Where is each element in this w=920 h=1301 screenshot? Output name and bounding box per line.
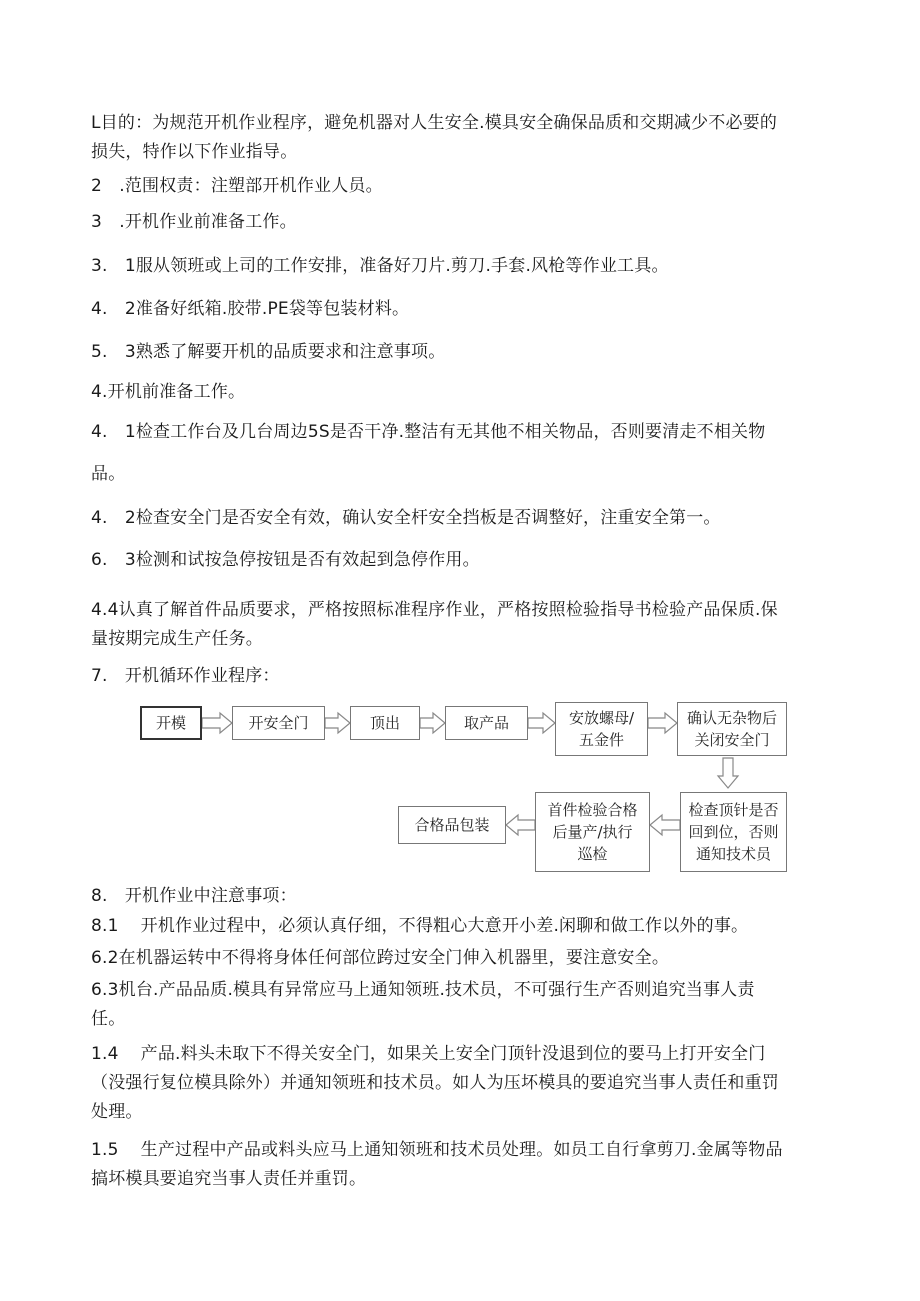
- arrow-5-to-6: [648, 713, 677, 733]
- step-check-ejector: 检查顶针是否 回到位，否则 通知技术员: [680, 792, 787, 872]
- attention-item-1: [91, 912, 836, 941]
- attention-item-1-number: 8.1: [91, 916, 119, 936]
- attention-heading: 8. 开机作业中注意事项：: [91, 886, 297, 906]
- pre-start-item-2: 4. 2检查安全门是否安全有效，确认安全杆安全挡板是否调整好，注重安全第一。: [91, 508, 721, 528]
- pre-start-item-4-line-2: 量按期完成生产任务。: [91, 629, 263, 649]
- prep-item-1: 3. 1服从领班或上司的工作安排，准备好刀片.剪刀.手套.风枪等作业工具。: [91, 256, 669, 276]
- cycle-heading: 7. 开机循环作业程序：: [91, 666, 280, 686]
- attention-item-4-line-2: （没强行复位模具除外）并通知领班和技术员。如人为压坏模具的要追究当事人责任和重罚: [91, 1073, 779, 1093]
- pre-start-item-4: [91, 596, 836, 654]
- attention-item-2: 6.2在机器运转中不得将身体任何部位跨过安全门伸入机器里，要注意安全。: [91, 948, 670, 968]
- pre-start-item-4-line-1: 4.4认真了解首件品质要求，严格按照标准程序作业，严格按照检验指导书检验产品保质.保: [91, 600, 778, 620]
- pre-start-item-1-line-2: 品。: [91, 464, 126, 484]
- purpose-paragraph: [91, 109, 836, 167]
- step-eject: 顶出: [350, 706, 420, 740]
- step-confirm-close-door: 确认无杂物后 关闭安全门: [677, 702, 787, 756]
- step-place-nuts: 安放螺母/ 五金件: [555, 702, 648, 756]
- arrow-2-to-3: [325, 713, 350, 733]
- attention-item-5-number: 1.5: [91, 1140, 119, 1160]
- pre-start-heading: 4.开机前准备工作。: [91, 382, 246, 402]
- attention-item-4: [91, 1040, 836, 1127]
- attention-item-5: [91, 1136, 836, 1194]
- pre-start-item-3: 6. 3检测和试按急停按钮是否有效起到急停作用。: [91, 550, 480, 570]
- pre-start-item-1-line-1: 4. 1检查工作台及几台周边5S是否干净.整洁有无其他不相关物品，否则要清走不相关物: [91, 422, 766, 442]
- cycle-flowchart: [140, 700, 800, 875]
- step-first-article: 首件检验合格 后量产/执行 巡检: [535, 792, 650, 872]
- arrow-6-to-7: [718, 758, 738, 788]
- purpose-line-2: 损失，特作以下作业指导。: [91, 142, 298, 162]
- step-take-product: 取产品: [445, 706, 528, 740]
- arrow-4-to-5: [528, 713, 555, 733]
- prep-item-3: 5. 3熟悉了解要开机的品质要求和注意事项。: [91, 342, 446, 362]
- attention-item-3-line-2: 任。: [91, 1009, 126, 1029]
- attention-item-1-text: 开机作业过程中，必须认真仔细，不得粗心大意开小差.闲聊和做工作以外的事。: [140, 916, 749, 936]
- step-open-safety-door: 开安全门: [232, 706, 325, 740]
- arrow-8-to-9: [506, 815, 535, 835]
- attention-item-5-line-1: 生产过程中产品或料头应马上通知领班和技术员处理。如员工自行拿剪刀.金属等物品: [140, 1140, 783, 1160]
- scope-paragraph: 2 .范围权责：注塑部开机作业人员。: [91, 176, 383, 196]
- prep-item-2: 4. 2准备好纸箱.胶带.PE袋等包装材料。: [91, 299, 410, 319]
- arrow-1-to-2: [202, 713, 232, 733]
- attention-item-3: [91, 976, 836, 1034]
- arrow-3-to-4: [420, 713, 445, 733]
- step-pack-qualified: 合格品包装: [398, 806, 506, 844]
- attention-item-3-line-1: 6.3机台.产品品质.模具有异常应马上通知领班.技术员，不可强行生产否则追究当事人责: [91, 980, 755, 1000]
- purpose-line-1: L目的：为规范开机作业程序，避免机器对人生安全.模具安全确保品质和交期减少不必要的: [91, 113, 778, 133]
- attention-item-4-line-3: 处理。: [91, 1102, 143, 1122]
- attention-item-5-line-2: 搞坏模具要追究当事人责任并重罚。: [91, 1169, 367, 1189]
- prep-heading: 3 .开机作业前准备工作。: [91, 212, 297, 232]
- step-open-mold: 开模: [140, 706, 202, 740]
- attention-item-4-line-1: 产品.料头未取下不得关安全门，如果关上安全门顶针没退到位的要马上打开安全门: [140, 1044, 766, 1064]
- attention-item-4-number: 1.4: [91, 1044, 119, 1064]
- arrow-7-to-8: [650, 815, 680, 835]
